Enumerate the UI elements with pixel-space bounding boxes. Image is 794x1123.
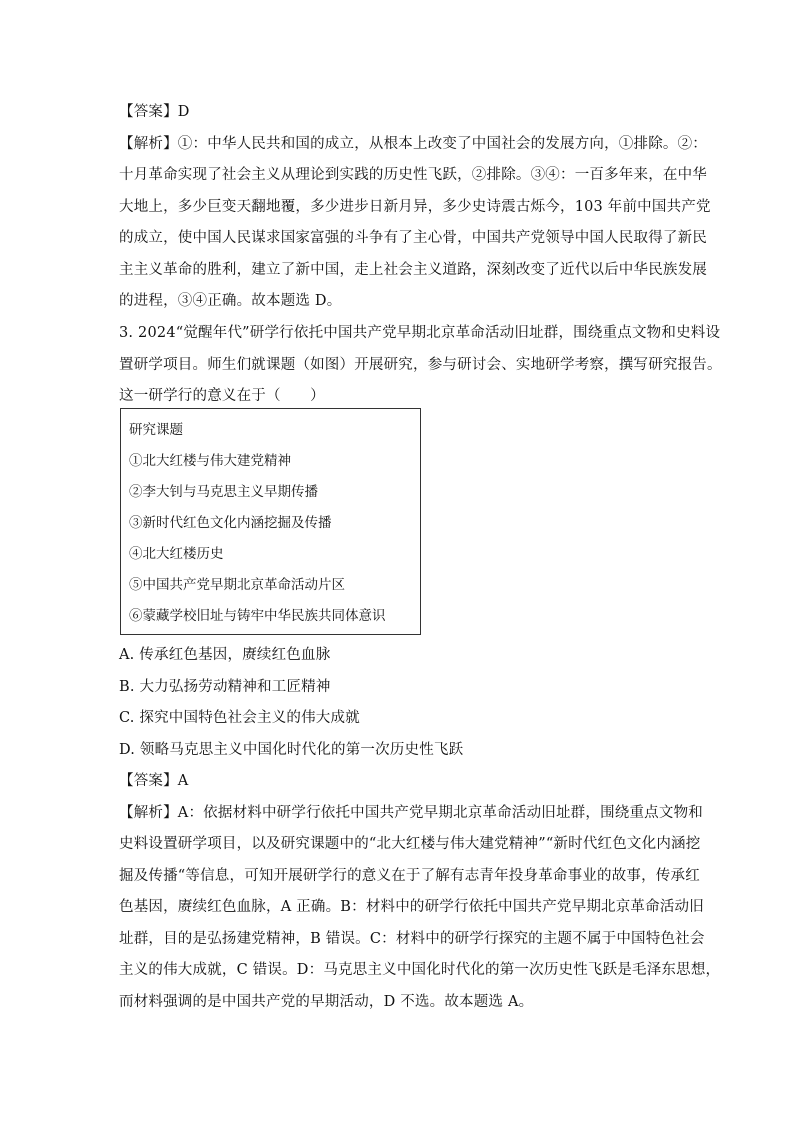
- q3-analysis-line-7: 而材料强调的是中国共产党的早期活动，D 不选。故本题选 A。: [119, 993, 534, 1010]
- q3-stem: [119, 318, 722, 413]
- option-c: C. 探究中国特色社会主义的伟大成就: [119, 710, 360, 726]
- research-topic-item: ①北大红楼与伟大建党精神: [129, 453, 291, 469]
- q3-analysis-line-6: 主义的伟大成就，C 错误。D：马克思主义中国化时代化的第一次历史性飞跃是毛泽东思想，: [119, 962, 721, 978]
- q2-section: [119, 97, 711, 318]
- q2-analysis-line-2: 十月革命实现了社会主义从理论到实践的历史性飞跃，②排除。③④：一百多年来，在中华: [119, 167, 707, 183]
- q2-analysis-line-6: 的进程，③④正确。故本题选 D。: [119, 293, 342, 309]
- research-topic-item: ③新时代红色文化内涵挖掘及传播: [129, 515, 332, 531]
- q2-analysis-line-5: 主主义革命的胜利，建立了新中国，走上社会主义道路，深刻改变了近代以后中华民族发展: [119, 261, 707, 278]
- option-a: A. 传承红色基因，赓续红色血脉: [119, 647, 331, 663]
- research-topic-item: ④北大红楼历史: [129, 546, 224, 562]
- q3-analysis-line-4: 色基因，赓续红色血脉，A 正确。B：材料中的研学行依托中国共产党早期北京革命活动旧: [119, 899, 704, 915]
- q2-analysis-line-1: 【解析】①：中华人民共和国的成立，从根本上改变了中国社会的发展方向，①排除。②：: [119, 135, 707, 152]
- q3-stem-line-1: 3. 2024“觉醒年代”研学行依托中国共产党早期北京革命活动旧址群，围绕重点文物和史料设: [119, 325, 721, 341]
- research-topics-box: [120, 408, 421, 635]
- research-topics-title: 研究课题: [129, 422, 183, 438]
- research-topic-item: ⑤中国共产党早期北京革命活动片区: [129, 577, 345, 593]
- research-topic-item: ⑥蒙藏学校旧址与铸牢中华民族共同体意识: [129, 608, 386, 624]
- q3-analysis-line-3: 掘及传播“等信息，可知开展研学行的意义在于了解有志青年投身革命事业的故事，传承红: [119, 867, 700, 884]
- q3-stem-line-2: 置研学项目。师生们就课题（如图）开展研究，参与研讨会、实地研学考察，撰写研究报告。: [119, 356, 722, 373]
- q2-answer: 【答案】D: [119, 104, 190, 120]
- q3-options: [119, 640, 721, 1018]
- q2-analysis-line-3: 大地上，多少巨变天翻地覆，多少进步日新月异，多少史诗震古烁今，103 年前中国共产党: [119, 198, 711, 215]
- q3-analysis-line-2: 史料设置研学项目，以及研究课题中的“北大红楼与伟大建党精神”“新时代红色文化内涵挖: [119, 836, 701, 852]
- q2-analysis-line-4: 的成立，使中国人民谋求国家富强的斗争有了主心骨，中国共产党领导中国人民取得了新民: [119, 230, 707, 246]
- option-d: D. 领略马克思主义中国化时代化的第一次历史性飞跃: [119, 741, 464, 758]
- q3-analysis-line-5: 址群，目的是弘扬建党精神，B 错误。C：材料中的研学行探究的主题不属于中国特色社会: [119, 930, 705, 947]
- q3-stem-line-3: 这一研学行的意义在于（ ）: [119, 388, 325, 404]
- q3-analysis-line-1: 【解析】A：依据材料中研学行依托中国共产党早期北京革命活动旧址群，围绕重点文物和: [119, 804, 703, 821]
- q3-answer: 【答案】A: [119, 773, 189, 789]
- option-b: B. 大力弘扬劳动精神和工匠精神: [119, 678, 331, 695]
- research-topic-item: ②李大钊与马克思主义早期传播: [129, 484, 318, 500]
